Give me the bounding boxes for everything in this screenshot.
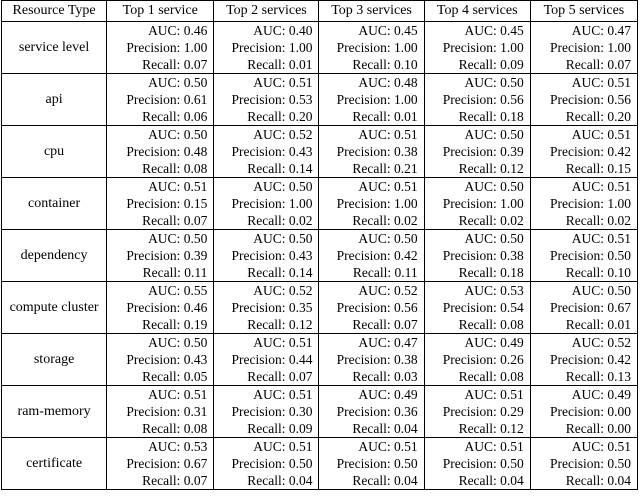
auc-value: AUC: 0.50 bbox=[148, 75, 208, 90]
metric-cell bbox=[530, 386, 637, 438]
auc-value: AUC: 0.50 bbox=[148, 231, 208, 246]
metric-cell bbox=[107, 438, 214, 490]
precision-value: Precision: 0.50 bbox=[231, 456, 313, 471]
metric-cell bbox=[214, 334, 319, 386]
metric-cell bbox=[107, 334, 214, 386]
metric-cell bbox=[424, 126, 530, 178]
metric-cell bbox=[319, 438, 424, 490]
recall-value: Recall: 0.02 bbox=[352, 213, 418, 228]
precision-value: Precision: 1.00 bbox=[231, 40, 313, 55]
precision-value: Precision: 0.00 bbox=[550, 404, 631, 419]
precision-value: Precision: 0.35 bbox=[231, 300, 313, 315]
recall-value: Recall: 0.12 bbox=[458, 161, 524, 176]
header-top-5: Top 5 services bbox=[530, 1, 637, 22]
precision-value: Precision: 1.00 bbox=[442, 40, 524, 55]
precision-value: Precision: 1.00 bbox=[442, 196, 524, 211]
auc-value: AUC: 0.45 bbox=[358, 23, 418, 38]
auc-value: AUC: 0.52 bbox=[253, 283, 313, 298]
auc-value: AUC: 0.51 bbox=[358, 439, 418, 454]
resource-type-cell: storage bbox=[2, 334, 107, 386]
recall-value: Recall: 0.08 bbox=[458, 317, 524, 332]
auc-value: AUC: 0.48 bbox=[358, 75, 418, 90]
table-row bbox=[2, 178, 638, 230]
auc-value: AUC: 0.51 bbox=[148, 387, 208, 402]
recall-value: Recall: 0.05 bbox=[142, 369, 208, 384]
recall-value: Recall: 0.01 bbox=[352, 109, 418, 124]
auc-value: AUC: 0.51 bbox=[571, 179, 631, 194]
metric-cell bbox=[214, 126, 319, 178]
recall-value: Recall: 0.12 bbox=[458, 421, 524, 436]
recall-value: Recall: 0.19 bbox=[142, 317, 208, 332]
precision-value: Precision: 0.56 bbox=[550, 92, 631, 107]
metric-cell bbox=[107, 230, 214, 282]
precision-value: Precision: 0.42 bbox=[550, 144, 631, 159]
precision-value: Precision: 1.00 bbox=[550, 40, 631, 55]
precision-value: Precision: 0.38 bbox=[442, 248, 524, 263]
recall-value: Recall: 0.18 bbox=[458, 265, 524, 280]
precision-value: Precision: 1.00 bbox=[336, 196, 418, 211]
table-row bbox=[2, 438, 638, 490]
metric-cell bbox=[319, 230, 424, 282]
auc-value: AUC: 0.53 bbox=[148, 439, 208, 454]
metric-cell bbox=[530, 438, 637, 490]
results-table bbox=[1, 0, 638, 490]
recall-value: Recall: 0.07 bbox=[142, 473, 208, 488]
recall-value: Recall: 0.08 bbox=[142, 161, 208, 176]
auc-value: AUC: 0.50 bbox=[464, 75, 524, 90]
recall-value: Recall: 0.04 bbox=[352, 421, 418, 436]
metric-cell bbox=[214, 178, 319, 230]
precision-value: Precision: 0.50 bbox=[442, 456, 524, 471]
metric-cell bbox=[214, 74, 319, 126]
auc-value: AUC: 0.40 bbox=[253, 23, 313, 38]
resource-type-cell: compute cluster bbox=[2, 282, 107, 334]
recall-value: Recall: 0.07 bbox=[247, 369, 313, 384]
recall-value: Recall: 0.20 bbox=[247, 109, 313, 124]
resource-type-cell: service level bbox=[2, 22, 107, 74]
metric-cell bbox=[107, 126, 214, 178]
auc-value: AUC: 0.50 bbox=[464, 127, 524, 142]
metric-cell bbox=[424, 230, 530, 282]
resource-type-cell: container bbox=[2, 178, 107, 230]
table-body bbox=[2, 22, 638, 490]
precision-value: Precision: 1.00 bbox=[336, 92, 418, 107]
precision-value: Precision: 1.00 bbox=[336, 40, 418, 55]
recall-value: Recall: 0.11 bbox=[142, 265, 208, 280]
precision-value: Precision: 0.53 bbox=[231, 92, 313, 107]
metric-cell bbox=[424, 74, 530, 126]
table-row bbox=[2, 22, 638, 74]
recall-value: Recall: 0.15 bbox=[565, 161, 631, 176]
recall-value: Recall: 0.21 bbox=[352, 161, 418, 176]
precision-value: Precision: 0.38 bbox=[336, 352, 418, 367]
auc-value: AUC: 0.51 bbox=[464, 387, 524, 402]
metric-cell bbox=[214, 438, 319, 490]
recall-value: Recall: 0.01 bbox=[247, 57, 313, 72]
auc-value: AUC: 0.50 bbox=[358, 231, 418, 246]
metric-cell bbox=[530, 126, 637, 178]
precision-value: Precision: 0.43 bbox=[126, 352, 208, 367]
recall-value: Recall: 0.10 bbox=[352, 57, 418, 72]
precision-value: Precision: 0.50 bbox=[336, 456, 418, 471]
precision-value: Precision: 0.67 bbox=[126, 456, 208, 471]
recall-value: Recall: 0.03 bbox=[352, 369, 418, 384]
recall-value: Recall: 0.00 bbox=[565, 421, 631, 436]
precision-value: Precision: 0.42 bbox=[336, 248, 418, 263]
auc-value: AUC: 0.52 bbox=[571, 335, 631, 350]
recall-value: Recall: 0.08 bbox=[458, 369, 524, 384]
auc-value: AUC: 0.51 bbox=[358, 127, 418, 142]
table-row bbox=[2, 74, 638, 126]
recall-value: Recall: 0.08 bbox=[142, 421, 208, 436]
precision-value: Precision: 0.43 bbox=[231, 144, 313, 159]
precision-value: Precision: 0.61 bbox=[126, 92, 208, 107]
metric-cell bbox=[214, 22, 319, 74]
metric-cell bbox=[424, 282, 530, 334]
auc-value: AUC: 0.53 bbox=[464, 283, 524, 298]
recall-value: Recall: 0.14 bbox=[247, 161, 313, 176]
auc-value: AUC: 0.47 bbox=[358, 335, 418, 350]
auc-value: AUC: 0.52 bbox=[358, 283, 418, 298]
metric-cell bbox=[530, 230, 637, 282]
auc-value: AUC: 0.45 bbox=[464, 23, 524, 38]
precision-value: Precision: 0.36 bbox=[336, 404, 418, 419]
metric-cell bbox=[530, 282, 637, 334]
metric-cell bbox=[214, 230, 319, 282]
precision-value: Precision: 0.44 bbox=[231, 352, 313, 367]
recall-value: Recall: 0.10 bbox=[565, 265, 631, 280]
auc-value: AUC: 0.51 bbox=[253, 439, 313, 454]
metric-cell bbox=[107, 282, 214, 334]
auc-value: AUC: 0.55 bbox=[148, 283, 208, 298]
auc-value: AUC: 0.49 bbox=[358, 387, 418, 402]
precision-value: Precision: 0.30 bbox=[231, 404, 313, 419]
recall-value: Recall: 0.04 bbox=[247, 473, 313, 488]
auc-value: AUC: 0.51 bbox=[253, 75, 313, 90]
metric-cell bbox=[319, 386, 424, 438]
precision-value: Precision: 0.67 bbox=[550, 300, 631, 315]
metric-cell bbox=[530, 74, 637, 126]
precision-value: Precision: 0.50 bbox=[550, 248, 631, 263]
metric-cell bbox=[530, 334, 637, 386]
precision-value: Precision: 0.38 bbox=[336, 144, 418, 159]
precision-value: Precision: 0.48 bbox=[126, 144, 208, 159]
metric-cell bbox=[424, 386, 530, 438]
metric-cell bbox=[424, 438, 530, 490]
resource-type-cell: cpu bbox=[2, 126, 107, 178]
recall-value: Recall: 0.07 bbox=[352, 317, 418, 332]
header-resource-type: Resource Type bbox=[2, 1, 107, 22]
metric-cell bbox=[424, 178, 530, 230]
precision-value: Precision: 0.39 bbox=[126, 248, 208, 263]
header-top-3: Top 3 services bbox=[319, 1, 424, 22]
precision-value: Precision: 0.15 bbox=[126, 196, 208, 211]
recall-value: Recall: 0.02 bbox=[458, 213, 524, 228]
header-top-1: Top 1 service bbox=[107, 1, 214, 22]
metric-cell bbox=[107, 74, 214, 126]
auc-value: AUC: 0.51 bbox=[571, 75, 631, 90]
auc-value: AUC: 0.50 bbox=[464, 179, 524, 194]
auc-value: AUC: 0.50 bbox=[148, 335, 208, 350]
recall-value: Recall: 0.06 bbox=[142, 109, 208, 124]
metric-cell bbox=[214, 282, 319, 334]
table-row bbox=[2, 334, 638, 386]
precision-value: Precision: 0.42 bbox=[550, 352, 631, 367]
precision-value: Precision: 0.39 bbox=[442, 144, 524, 159]
table-row bbox=[2, 230, 638, 282]
recall-value: Recall: 0.11 bbox=[352, 265, 418, 280]
auc-value: AUC: 0.50 bbox=[464, 231, 524, 246]
auc-value: AUC: 0.51 bbox=[571, 439, 631, 454]
metric-cell bbox=[107, 178, 214, 230]
precision-value: Precision: 0.50 bbox=[550, 456, 631, 471]
recall-value: Recall: 0.07 bbox=[142, 213, 208, 228]
recall-value: Recall: 0.09 bbox=[247, 421, 313, 436]
recall-value: Recall: 0.07 bbox=[565, 57, 631, 72]
header-row bbox=[2, 1, 638, 22]
table-row bbox=[2, 386, 638, 438]
recall-value: Recall: 0.07 bbox=[142, 57, 208, 72]
table-row bbox=[2, 282, 638, 334]
metric-cell bbox=[319, 22, 424, 74]
metric-cell bbox=[530, 22, 637, 74]
precision-value: Precision: 0.29 bbox=[442, 404, 524, 419]
precision-value: Precision: 0.26 bbox=[442, 352, 524, 367]
metric-cell bbox=[107, 22, 214, 74]
metric-cell bbox=[319, 334, 424, 386]
precision-value: Precision: 0.46 bbox=[126, 300, 208, 315]
auc-value: AUC: 0.51 bbox=[253, 335, 313, 350]
resource-type-cell: certificate bbox=[2, 438, 107, 490]
auc-value: AUC: 0.49 bbox=[571, 387, 631, 402]
metric-cell bbox=[319, 282, 424, 334]
auc-value: AUC: 0.51 bbox=[148, 179, 208, 194]
metric-cell bbox=[424, 334, 530, 386]
recall-value: Recall: 0.02 bbox=[565, 213, 631, 228]
resource-type-cell: api bbox=[2, 74, 107, 126]
table-row bbox=[2, 126, 638, 178]
metric-cell bbox=[530, 178, 637, 230]
header-top-2: Top 2 services bbox=[214, 1, 319, 22]
auc-value: AUC: 0.50 bbox=[148, 127, 208, 142]
metric-cell bbox=[319, 178, 424, 230]
precision-value: Precision: 0.56 bbox=[442, 92, 524, 107]
recall-value: Recall: 0.04 bbox=[565, 473, 631, 488]
auc-value: AUC: 0.51 bbox=[358, 179, 418, 194]
auc-value: AUC: 0.50 bbox=[253, 231, 313, 246]
precision-value: Precision: 0.54 bbox=[442, 300, 524, 315]
resource-type-cell: dependency bbox=[2, 230, 107, 282]
auc-value: AUC: 0.46 bbox=[148, 23, 208, 38]
precision-value: Precision: 1.00 bbox=[550, 196, 631, 211]
recall-value: Recall: 0.04 bbox=[352, 473, 418, 488]
recall-value: Recall: 0.01 bbox=[565, 317, 631, 332]
auc-value: AUC: 0.51 bbox=[253, 387, 313, 402]
recall-value: Recall: 0.20 bbox=[565, 109, 631, 124]
recall-value: Recall: 0.09 bbox=[458, 57, 524, 72]
header-top-4: Top 4 services bbox=[424, 1, 530, 22]
recall-value: Recall: 0.02 bbox=[247, 213, 313, 228]
metric-cell bbox=[319, 126, 424, 178]
recall-value: Recall: 0.12 bbox=[247, 317, 313, 332]
recall-value: Recall: 0.04 bbox=[458, 473, 524, 488]
auc-value: AUC: 0.51 bbox=[464, 439, 524, 454]
precision-value: Precision: 0.56 bbox=[336, 300, 418, 315]
recall-value: Recall: 0.14 bbox=[247, 265, 313, 280]
auc-value: AUC: 0.51 bbox=[571, 231, 631, 246]
auc-value: AUC: 0.49 bbox=[464, 335, 524, 350]
auc-value: AUC: 0.50 bbox=[571, 283, 631, 298]
metric-cell bbox=[214, 386, 319, 438]
metric-cell bbox=[424, 22, 530, 74]
auc-value: AUC: 0.50 bbox=[253, 179, 313, 194]
auc-value: AUC: 0.47 bbox=[571, 23, 631, 38]
precision-value: Precision: 1.00 bbox=[126, 40, 208, 55]
resource-type-cell: ram-memory bbox=[2, 386, 107, 438]
recall-value: Recall: 0.13 bbox=[565, 369, 631, 384]
auc-value: AUC: 0.52 bbox=[253, 127, 313, 142]
auc-value: AUC: 0.51 bbox=[571, 127, 631, 142]
metric-cell bbox=[319, 74, 424, 126]
recall-value: Recall: 0.18 bbox=[458, 109, 524, 124]
precision-value: Precision: 0.43 bbox=[231, 248, 313, 263]
precision-value: Precision: 1.00 bbox=[231, 196, 313, 211]
precision-value: Precision: 0.31 bbox=[126, 404, 208, 419]
metric-cell bbox=[107, 386, 214, 438]
